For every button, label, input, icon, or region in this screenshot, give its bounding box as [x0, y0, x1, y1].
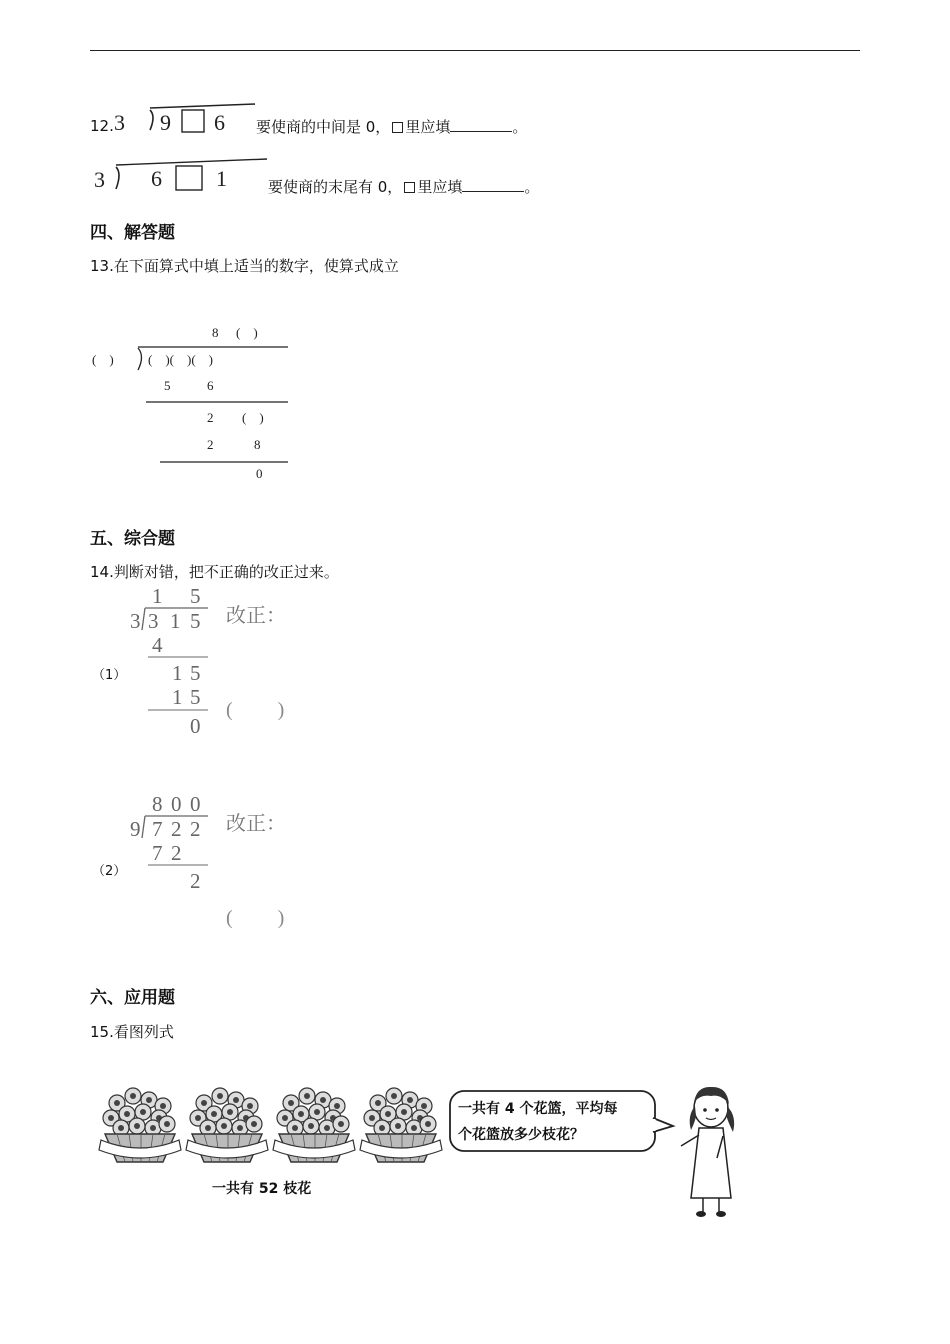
- dividend-digit: 6: [214, 110, 225, 135]
- digit: 2: [207, 437, 214, 452]
- dividend-digit: 1: [170, 609, 181, 633]
- dividend-digit: 2: [190, 817, 201, 841]
- question-13-text: 13.在下面算式中填上适当的数字，使算式成立: [90, 257, 399, 275]
- bubble-line-2: 个花篮放多少枝花？: [458, 1127, 584, 1143]
- header-rule: [90, 50, 860, 51]
- part-label: （2）: [92, 864, 127, 879]
- step-digit: 1: [172, 685, 183, 709]
- step-digit: 2: [171, 841, 182, 865]
- step-digit: 1: [172, 661, 183, 685]
- divisor-digit: 3: [94, 167, 105, 192]
- quotient-digit: 1: [152, 584, 163, 608]
- digit: 5: [164, 378, 171, 393]
- question-text: 要使商的中间是 0， 里应填 。: [256, 118, 528, 136]
- answer-parens[interactable]: ( ): [226, 699, 285, 721]
- division-frame-1: [110, 100, 260, 140]
- answer-blank[interactable]: [462, 177, 524, 192]
- girl-icon: [677, 1080, 747, 1220]
- question-text: 要使商的末尾有 0， 里应填 。: [268, 178, 540, 196]
- answer-blank[interactable]: [450, 117, 512, 132]
- correction-label: 改正：: [226, 605, 286, 627]
- digit: 0: [256, 466, 263, 481]
- section-title: 四、解答题: [90, 223, 175, 243]
- question-15-text: 15.看图列式: [90, 1023, 174, 1041]
- division-frame-2: [92, 155, 272, 200]
- blank-parens[interactable]: ( ): [242, 410, 264, 425]
- question-14-text: 14.判断对错，把不正确的改正过来。: [90, 563, 339, 581]
- flower-basket-icon: [99, 1088, 181, 1162]
- quotient-digit: 8: [152, 792, 163, 816]
- quotient-digit: 0: [190, 792, 201, 816]
- dividend-digit: 6: [151, 166, 162, 191]
- blank-parens[interactable]: ( )( )( ): [148, 352, 213, 367]
- dividend-digit: 9: [160, 110, 171, 135]
- quotient-digit: 5: [190, 584, 201, 608]
- correction-label: 改正：: [226, 813, 286, 835]
- quotient-digit: 8: [212, 325, 219, 340]
- dividend-digit: 7: [152, 817, 163, 841]
- part-label: （1）: [92, 668, 127, 683]
- digit: 2: [207, 410, 214, 425]
- section-title: 六、应用题: [90, 988, 175, 1008]
- square-icon: [404, 182, 415, 193]
- step-digit: 7: [152, 841, 163, 865]
- section-title: 五、综合题: [90, 529, 175, 549]
- dividend-digit: 3: [148, 609, 159, 633]
- picture-caption: 一共有 52 枝花: [212, 1181, 312, 1197]
- divisor-digit: 9: [130, 817, 141, 841]
- divisor-digit: 3: [114, 110, 125, 135]
- question-number: 12.: [90, 117, 114, 135]
- dividend-digit: 5: [190, 609, 201, 633]
- flower-basket-icon: [186, 1088, 268, 1162]
- dividend-digit: 1: [216, 166, 227, 191]
- step-digit: 0: [190, 714, 201, 738]
- blank-parens[interactable]: ( ): [92, 352, 114, 367]
- bubble-line-1: 一共有 4 个花篮，平均每: [458, 1101, 618, 1117]
- blank-parens[interactable]: ( ): [236, 325, 258, 340]
- step-digit: 5: [190, 661, 201, 685]
- flower-basket-icon: [273, 1088, 355, 1162]
- square-icon: [392, 122, 403, 133]
- step-digit: 4: [152, 633, 163, 657]
- flower-basket-icon: [360, 1088, 442, 1162]
- digit: 6: [207, 378, 214, 393]
- dividend-digit: 2: [171, 817, 182, 841]
- answer-parens[interactable]: ( ): [226, 907, 285, 929]
- digit: 8: [254, 437, 261, 452]
- question-15-illustration: [92, 1070, 747, 1220]
- division-lines: [90, 320, 300, 490]
- divisor-digit: 3: [130, 609, 141, 633]
- quotient-digit: 0: [171, 792, 182, 816]
- step-digit: 5: [190, 685, 201, 709]
- remainder-digit: 2: [190, 869, 201, 893]
